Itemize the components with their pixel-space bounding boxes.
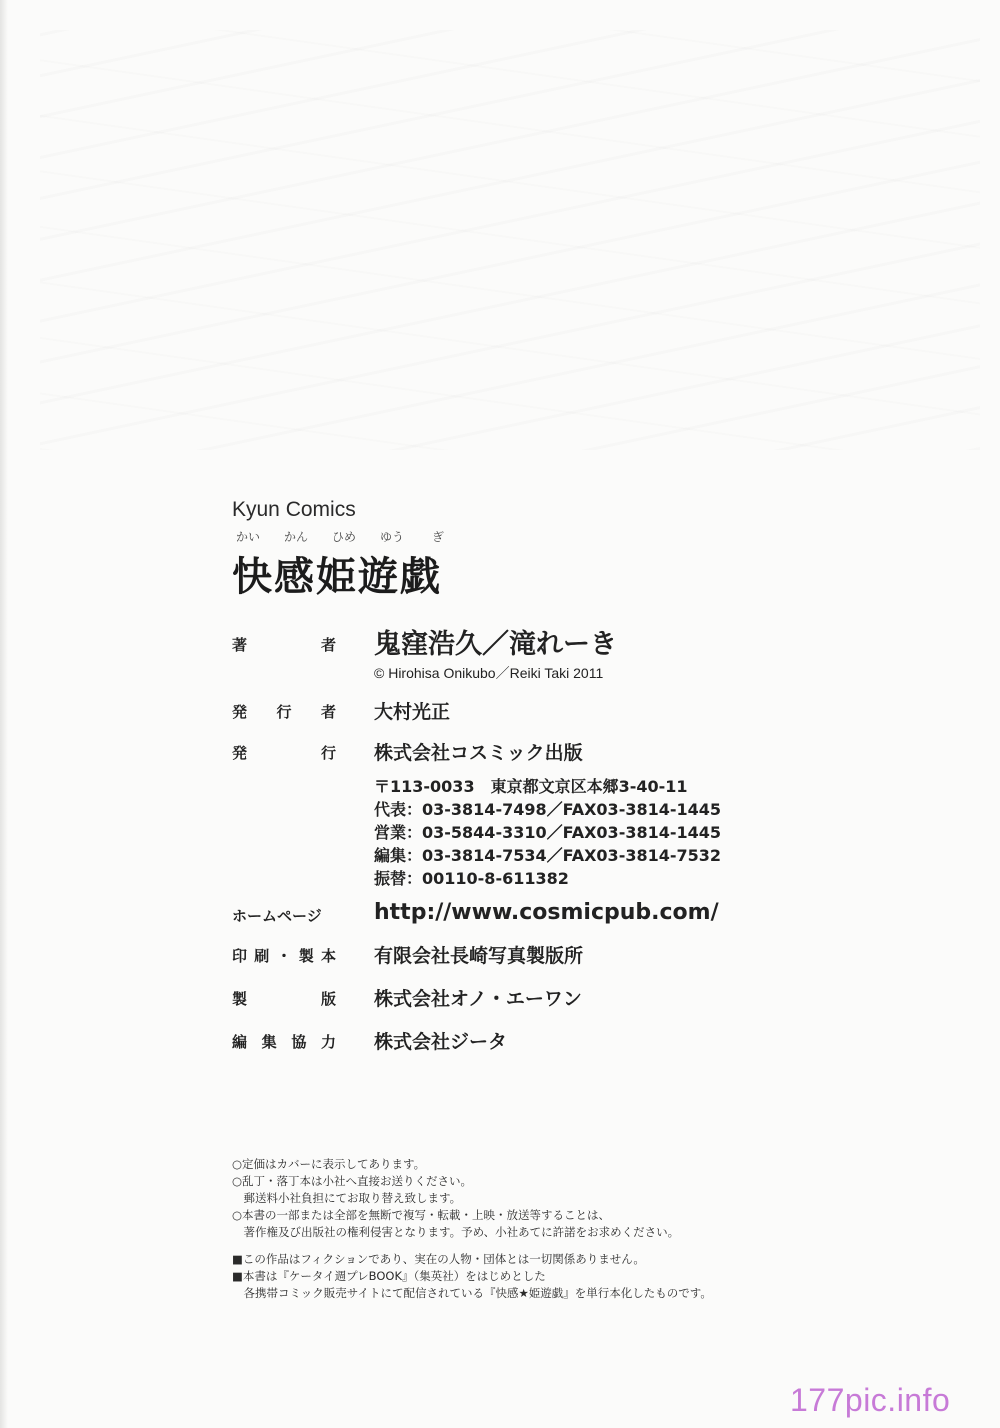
colophon — [232, 498, 832, 1054]
platemaking-row — [232, 984, 832, 1011]
series-name: Kyun Comics — [232, 498, 356, 521]
editing-label: 編 集 協 力 — [232, 1033, 336, 1051]
homepage-row — [232, 900, 832, 925]
phone-editorial: 編集：03-3814-7534／FAX03-3814-7532 — [374, 846, 722, 865]
editing-row — [232, 1027, 832, 1054]
note-price: ○定価はカバーに表示してあります。 — [232, 1157, 426, 1171]
issuer-label: 発 行 者 — [232, 703, 336, 721]
ruby-kan: かん — [284, 530, 309, 544]
ruby-kai: かい — [236, 530, 261, 544]
printing-label: 印 刷 ・ 製 本 — [232, 947, 336, 965]
homepage-label: ホームページ — [232, 907, 322, 925]
author-names: 鬼窪浩久／滝れーき — [374, 629, 617, 660]
page-texture — [40, 30, 980, 450]
issuer-name: 大村光正 — [374, 701, 451, 723]
ruby-hime: ひめ — [332, 530, 357, 544]
ruby-yuu: ゆう — [380, 530, 405, 544]
editing-company: 株式会社ジータ — [374, 1031, 508, 1053]
note-fiction: ■この作品はフィクションであり、実在の人物・団体とは一切関係ありません。 — [232, 1252, 645, 1266]
title-ruby — [234, 528, 832, 543]
publisher-row — [232, 738, 832, 890]
book-title: 快感姫遊戯 — [232, 554, 442, 600]
notes-gap — [232, 1241, 852, 1251]
note-defects: ○乱丁・落丁本は小社へ直接お送りください。 — [232, 1174, 473, 1188]
phone-sales: 営業：03-5844-3310／FAX03-3814-1445 — [374, 823, 722, 842]
platemaking-label: 製 版 — [232, 990, 336, 1008]
notes-block — [232, 1156, 852, 1302]
postal-transfer: 振替：00110-8-611382 — [374, 869, 569, 888]
issuer-row — [232, 697, 832, 724]
platemaking-company: 株式会社オノ・エーワン — [374, 988, 582, 1010]
printing-row — [232, 941, 832, 968]
note-shipping: 郵送料小社負担にてお取り替え致します。 — [232, 1191, 462, 1205]
publisher-address: 〒113-0033 東京都文京区本郷3-40-11 — [374, 777, 688, 796]
author-row — [232, 622, 832, 683]
printing-company: 有限会社長崎写真製版所 — [374, 945, 584, 967]
homepage-url: http://www.cosmicpub.com/ — [374, 900, 719, 925]
watermark: 177pic.info — [790, 1382, 951, 1418]
ruby-gi: ぎ — [432, 530, 445, 544]
publisher-name: 株式会社コスミック出版 — [374, 742, 583, 764]
author-label: 著 者 — [232, 636, 336, 654]
note-copyright: ○本書の一部または全部を無断で複写・転載・上映・放送等することは、 — [232, 1208, 611, 1222]
note-source: ■本書は『ケータイ週プレBOOK』（集英社）をはじめとした — [232, 1269, 546, 1283]
note-source-cont: 各携帯コミック販売サイトにて配信されている『快感★姫遊戯』を単行本化したものです。 — [232, 1286, 712, 1300]
copyright-line: © Hirohisa Onikubo／Reiki Taki 2011 — [374, 665, 604, 681]
publisher-label: 発 行 — [232, 744, 336, 762]
page-edge-shadow — [0, 0, 8, 1428]
note-rights: 著作権及び出版社の権利侵害となります。予め、小社あてに許諾をお求めください。 — [232, 1225, 680, 1239]
phone-main: 代表：03-3814-7498／FAX03-3814-1445 — [374, 800, 722, 819]
